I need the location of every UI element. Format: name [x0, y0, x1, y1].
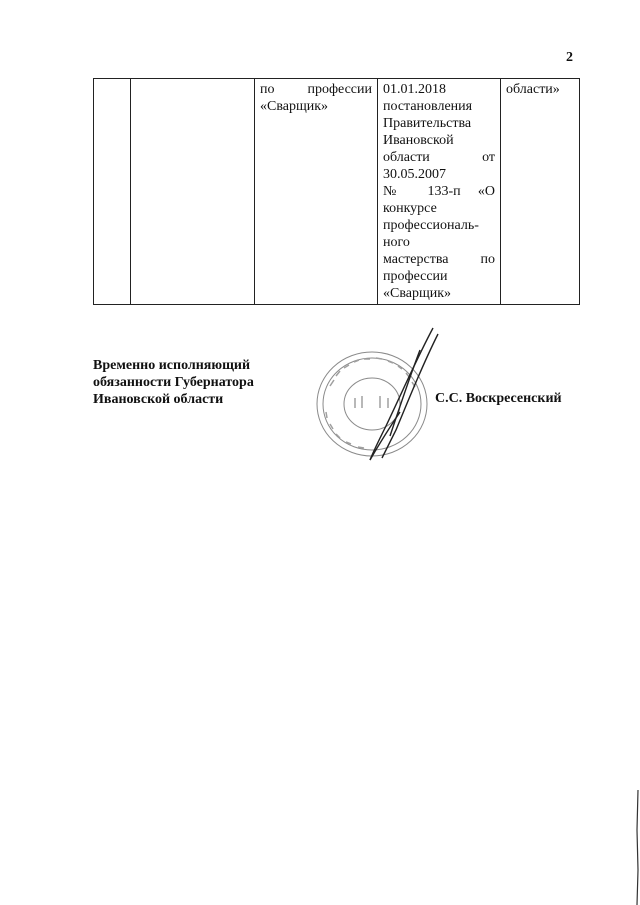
handwritten-signature-icon — [370, 328, 438, 460]
basis-line: Правительства — [383, 116, 472, 131]
official-seal-icon — [300, 326, 450, 476]
basis-line: Ивановской — [383, 133, 454, 148]
profession-line: «Сварщик» — [260, 99, 329, 114]
basis-line: конкурсе — [383, 201, 437, 216]
table-cell-number — [94, 79, 131, 305]
basis-line: ного — [383, 235, 410, 250]
basis-line: «Сварщик» — [383, 286, 452, 301]
table-cell-name — [131, 79, 255, 305]
document-table — [93, 78, 580, 305]
table-cell-basis — [378, 79, 501, 305]
basis-line: 01.01.2018 — [383, 82, 446, 97]
profession-line: по профессии — [260, 82, 372, 97]
basis-line: постановления — [383, 99, 473, 114]
seal-inner-ring — [344, 378, 400, 430]
signatory-position — [93, 357, 254, 408]
basis-line: № 133-п «О — [383, 184, 495, 199]
signatory-name: С.С. Воскресенский — [435, 391, 562, 406]
position-line: Ивановской области — [93, 392, 224, 407]
table-cell-profession — [255, 79, 378, 305]
scan-edge-mark — [634, 790, 640, 905]
position-line: обязанности Губернатора — [93, 375, 254, 390]
basis-line: мастерства по — [383, 252, 495, 267]
basis-line: 30.05.2007 — [383, 167, 446, 182]
region-text: области» — [506, 82, 560, 97]
basis-line: профессиональ- — [383, 218, 479, 233]
seal-outer-ring — [317, 352, 427, 456]
basis-line: области от — [383, 150, 495, 165]
page-number: 2 — [566, 50, 573, 65]
table-row — [94, 79, 580, 305]
table-cell-region — [501, 79, 580, 305]
position-line: Временно исполняющий — [93, 358, 251, 373]
basis-line: профессии — [383, 269, 448, 284]
